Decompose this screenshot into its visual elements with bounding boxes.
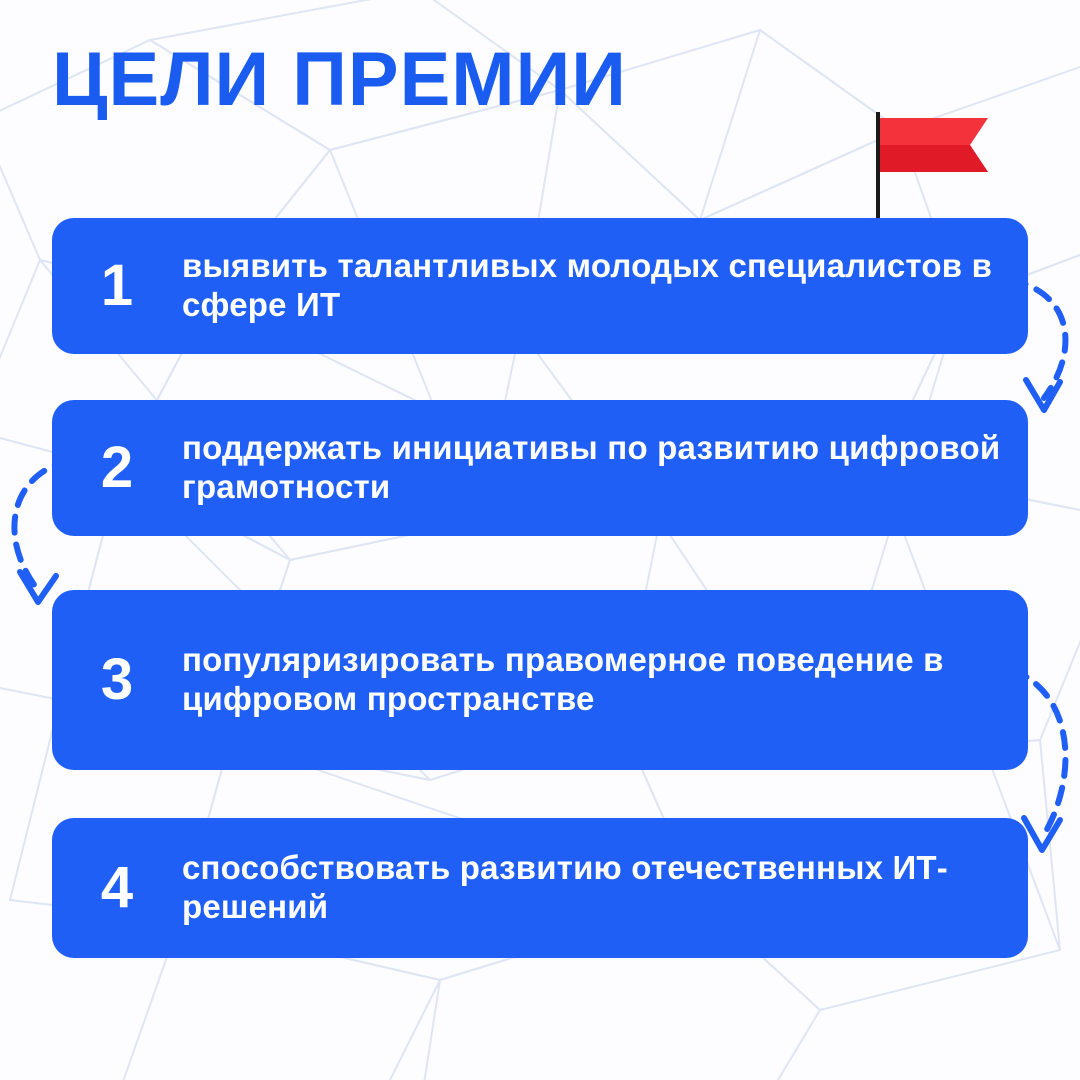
flag-icon [866, 112, 996, 232]
page-title: ЦЕЛИ ПРЕМИИ [52, 37, 627, 122]
goal-card-2 [52, 400, 1028, 536]
goal-text-2: поддержать инициативы по развитию цифровой грамотности [182, 429, 1001, 505]
goal-number-4: 4 [100, 855, 134, 920]
goal-number-2: 2 [100, 435, 134, 500]
goal-number-1: 1 [100, 253, 134, 318]
goal-number-3: 3 [100, 647, 134, 712]
goal-card-1 [52, 218, 1028, 354]
goal-card-4 [52, 818, 1028, 958]
goal-text-4: способствовать развитию отечественных ИТ-решений [182, 849, 948, 925]
goal-card-3 [52, 590, 1028, 770]
goal-text-1: выявить талантливых молодых специалистов в сфере ИТ [182, 247, 993, 323]
goal-text-3: популяризировать правомерное поведение в цифровом пространстве [182, 641, 944, 717]
